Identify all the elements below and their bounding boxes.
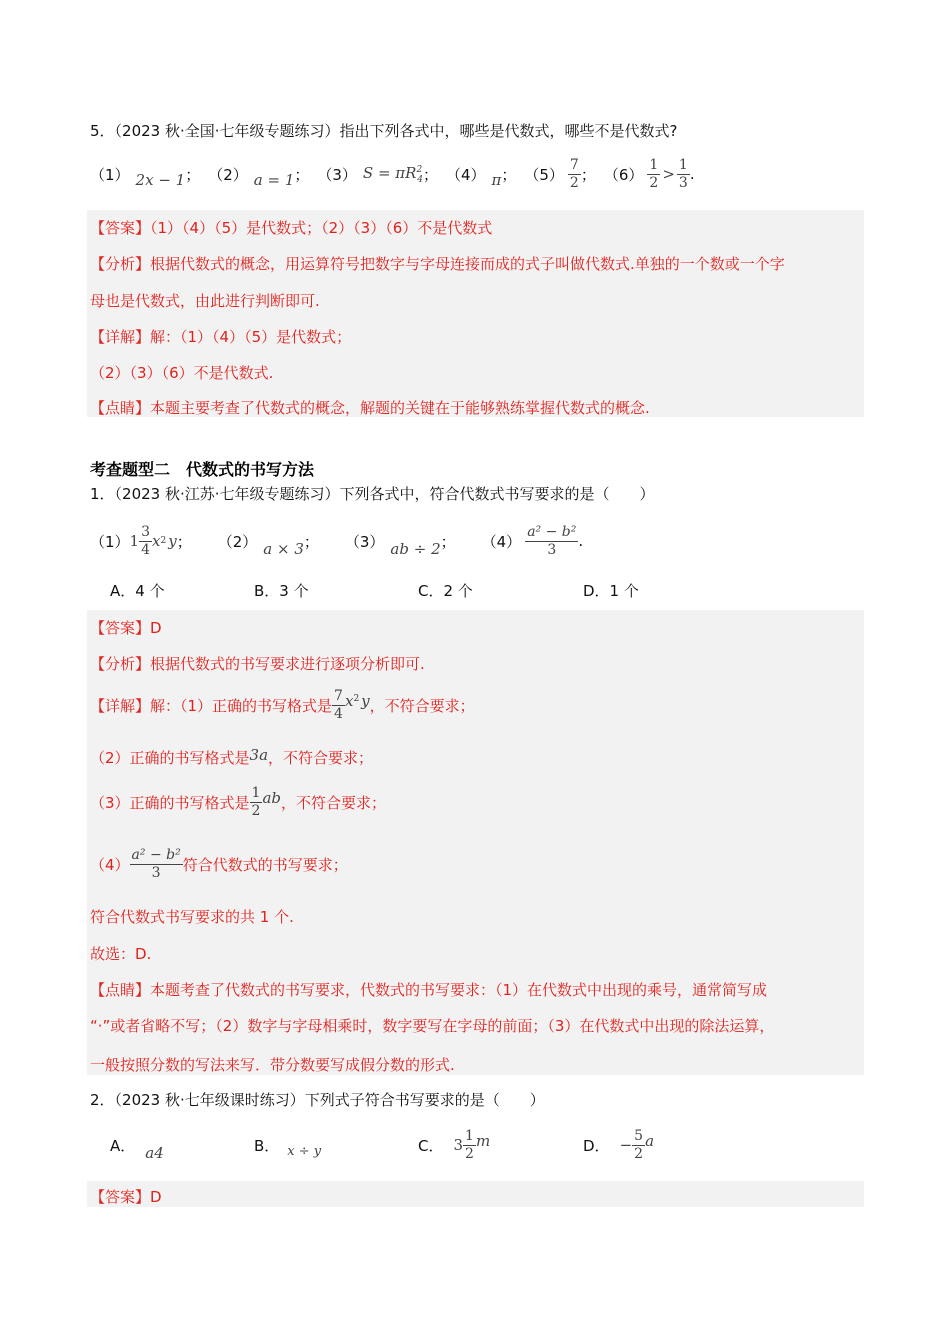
q1-expr4-den: 3 (547, 541, 557, 558)
q5-end: . (689, 165, 695, 183)
q1-detail-4-text: （4） (90, 855, 130, 874)
q1-p3: （3） (344, 532, 385, 551)
q5-expr6-den1: 2 (649, 174, 659, 191)
q2-option-d-minus: − (619, 1136, 633, 1154)
q1-end: . (578, 532, 584, 550)
q5-expr3 (363, 164, 423, 185)
q1-comment-1: 【点睛】本题考查了代数式的书写要求，代数式的书写要求：（1）在代数式中出现的乘号，通常简写成 (90, 981, 768, 999)
q5-expr3-r: R (405, 163, 417, 182)
q5-expr6-frac2 (677, 157, 690, 192)
q2-option-a[interactable] (110, 1124, 164, 1166)
q1-detail-1-den: 4 (334, 705, 343, 722)
q2-option-d-den: 2 (634, 1145, 644, 1162)
q1-detail-3-text: （3）正确的书写格式是 (90, 793, 250, 812)
q2-option-d[interactable] (583, 1124, 654, 1166)
q5-expr3-sub: 4 (417, 174, 423, 185)
q1-expr4-frac (525, 524, 578, 559)
q1-detail-3-den: 2 (251, 802, 261, 819)
q1-expr1-x: x (152, 532, 161, 550)
section-title: 考查题型二 代数式的书写方法 (90, 460, 315, 479)
q1-detail-3-tail: ，不符合要求； (281, 793, 387, 812)
q5-sep3: ； (422, 165, 438, 184)
q2-stem: 2．（2023 秋·七年级课时练习）下列式子符合书写要求的是（ ） (90, 1091, 545, 1109)
q5-comment: 【点睛】本题主要考查了代数式的概念，解题的关键在于能够熟练掌握代数式的概念. (90, 399, 650, 417)
q5-sep5: ； (580, 165, 596, 184)
q1-detail-4-frac (130, 847, 183, 882)
q1-detail-1-frac (332, 688, 345, 723)
q1-expr1-den: 4 (141, 541, 151, 558)
q5-sep1: ； (185, 165, 201, 184)
q5-p6: （6） (603, 165, 644, 184)
q1-expr2: a × 3 (263, 540, 304, 558)
q5-expr5-frac (568, 157, 581, 192)
q1-option-a[interactable]: A．4 个 (110, 582, 165, 600)
q5-expr5-den: 2 (569, 174, 579, 191)
q5-p3: （3） (317, 165, 357, 184)
q2-answer: 【答案】D (90, 1188, 162, 1206)
q5-expr6-den2: 3 (678, 174, 688, 191)
q5-expressions (90, 156, 695, 192)
q1-detail-2 (90, 747, 373, 768)
q1-p4: （4） (481, 532, 522, 551)
q1-expr1-frac (139, 524, 152, 559)
q1-detail-3-ab: ab (262, 789, 282, 807)
q1-detail-1-sup: 2 (353, 694, 360, 704)
q1-p2: （2） (217, 532, 258, 551)
q5-expr3-s: S (362, 163, 374, 182)
q1-sep2: ； (303, 532, 319, 551)
q1-expr1-num: 3 (141, 523, 151, 540)
q2-option-d-var: a (645, 1132, 655, 1150)
q2-option-a-expr: a4 (145, 1144, 164, 1162)
q1-analysis: 【分析】根据代数式的书写要求进行逐项分析即可. (90, 655, 425, 673)
q2-option-c-label: C． (418, 1136, 444, 1155)
q5-expr5-num: 7 (569, 156, 579, 173)
q5-answer: 【答案】（1）（4）（5）是代数式；（2）（3）（6）不是代数式 (90, 219, 493, 237)
q2-option-d-label: D． (583, 1136, 610, 1155)
q1-option-d[interactable]: D．1 个 (583, 582, 639, 600)
q1-choose: 故选：D. (90, 945, 152, 963)
q2-option-c-var: m (475, 1132, 491, 1150)
q5-p2: （2） (208, 165, 248, 184)
q5-expr6-num2: 1 (678, 156, 688, 173)
q5-stem: 5．（2023 秋·全国·七年级专题练习）指出下列各式中，哪些是代数式，哪些不是代数式? (90, 122, 678, 140)
q2-option-d-num: 5 (634, 1127, 644, 1144)
q5-p4: （4） (445, 165, 486, 184)
q1-answer: 【答案】D (90, 619, 162, 637)
q5-detail-1: 【详解】解：（1）（4）（5）是代数式； (90, 328, 352, 346)
q1-detail-3 (90, 781, 386, 823)
q2-option-b-expr: x ÷ y (287, 1143, 322, 1159)
q2-option-b[interactable] (254, 1124, 321, 1166)
q1-detail-1-y: y (361, 692, 370, 710)
q1-comment-2: “·”或者省略不写；（2）数字与字母相乘时，数字要写在字母的前面；（3）在代数式中出现的除法运算， (90, 1017, 775, 1035)
q1-option-b[interactable]: B．3 个 (254, 582, 309, 600)
q2-option-c[interactable] (418, 1124, 490, 1166)
q1-detail-4-tail: 符合代数式的书写要求； (182, 855, 348, 874)
q1-detail-3-frac (250, 785, 263, 820)
q5-expr6-num1: 1 (649, 156, 659, 173)
q5-analysis-2: 母也是代数式，由此进行判断即可. (90, 292, 320, 310)
q2-option-b-label: B． (254, 1136, 280, 1155)
q1-expr1-whole: 1 (129, 532, 140, 550)
q1-total: 符合代数式书写要求的共 1 个. (90, 908, 294, 926)
q5-analysis-1: 【分析】根据代数式的概念，用运算符号把数字与字母连接而成的式子叫做代数式.单独的一个数或一个字 (90, 255, 785, 273)
q5-detail-2: （2）（3）（6）不是代数式. (90, 364, 274, 382)
q2-option-c-den: 2 (465, 1145, 474, 1162)
q1-detail-4 (90, 843, 348, 885)
q2-option-d-frac (632, 1128, 645, 1163)
q5-sep4: ； (501, 165, 517, 184)
q1-detail-2-expr: 3a (249, 746, 269, 764)
q1-detail-1 (90, 684, 475, 726)
q5-answer-box (87, 210, 864, 417)
q1-p1: （1） (90, 532, 130, 551)
q5-p5: （5） (524, 165, 564, 184)
q5-expr3-eq: = π (373, 163, 406, 182)
q5-expr1: 2x − 1 (135, 171, 186, 189)
q2-option-a-label: A． (110, 1136, 136, 1155)
q1-expressions (90, 520, 583, 562)
q5-expr6-gt: > (662, 165, 675, 183)
q1-stem: 1．（2023 秋·江苏·七年级专题练习）下列各式中，符合代数式书写要求的是（ ） (90, 485, 655, 503)
q1-detail-3-num: 1 (251, 784, 261, 801)
q1-detail-2-tail: ，不符合要求； (268, 749, 374, 767)
q5-expr3-sup: 2 (416, 164, 423, 175)
q1-detail-1-text: 【详解】解：（1）正确的书写格式是 (90, 696, 333, 715)
q2-option-c-frac (463, 1128, 476, 1163)
q1-expr1-y: y (168, 532, 177, 550)
q2-option-c-whole: 3 (453, 1136, 464, 1154)
q1-option-c[interactable]: C．2 个 (418, 582, 473, 600)
q1-sep1: ； (176, 532, 192, 551)
q5-sep2: ； (294, 165, 310, 184)
q1-expr4-num: a² − b² (527, 523, 577, 540)
q1-detail-2-text: （2）正确的书写格式是 (90, 749, 250, 767)
q1-detail-1-num: 7 (334, 687, 343, 704)
q5-expr6-frac1 (647, 157, 660, 192)
q1-expr3: ab ÷ 2 (390, 540, 441, 558)
q1-comment-3: 一般按照分数的写法来写．带分数要写成假分数的形式. (90, 1056, 455, 1074)
q1-detail-4-den: 3 (151, 864, 161, 881)
q1-sep3: ； (440, 532, 456, 551)
q1-detail-1-x: x (344, 692, 354, 710)
q2-answer-box (87, 1181, 864, 1207)
q2-option-c-num: 1 (465, 1127, 474, 1144)
q1-expr1-sup: 2 (160, 536, 167, 546)
q1-detail-4-num: a² − b² (131, 846, 181, 863)
q1-detail-1-tail: ，不符合要求； (369, 696, 475, 715)
q5-expr4: π (491, 171, 502, 189)
q5-expr2: a = 1 (253, 171, 295, 189)
q5-p1: （1） (90, 165, 130, 184)
